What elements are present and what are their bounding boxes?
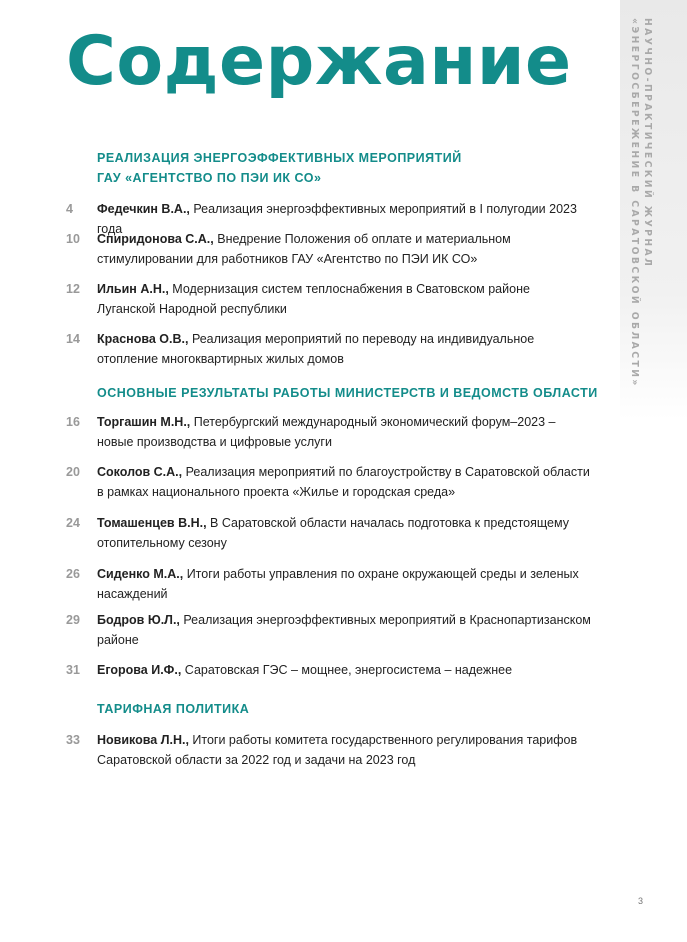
page-title: Содержание — [66, 22, 572, 101]
toc-author: Ильин А.Н., — [97, 282, 169, 296]
toc-entry[interactable] — [66, 229, 591, 269]
toc-article-title: Реализация энергоэффективных мероприятий в Краснопартизанском районе — [97, 613, 591, 647]
toc-entry-text — [97, 610, 591, 650]
toc-entry[interactable] — [66, 462, 591, 502]
toc-article-title: Внедрение Положения об оплате и материальном стимулировании для работников ГАУ «Агентство по ПЭИ ИК СО» — [97, 232, 511, 266]
toc-entry[interactable] — [66, 564, 591, 604]
toc-page-number: 24 — [66, 516, 80, 530]
toc-entry[interactable] — [66, 329, 591, 369]
toc-page-number: 31 — [66, 663, 80, 677]
toc-article-title: В Саратовской области началась подготовка к предстоящему отопительному сезону — [97, 516, 569, 550]
toc-article-title: Реализация мероприятий по благоустройству в Саратовской области в рамках национального проекта «Жилье и городская среда» — [97, 465, 590, 499]
toc-page-number: 33 — [66, 733, 80, 747]
section-heading-1-line-1: РЕАЛИЗАЦИЯ ЭНЕРГОЭФФЕКТИВНЫХ МЕРОПРИЯТИЙ — [97, 151, 462, 165]
toc-article-title: Реализация энергоэффективных мероприятий в I полугодии 2023 года — [97, 202, 577, 236]
toc-entry-text — [97, 279, 591, 319]
section-heading-3-line-1: ТАРИФНАЯ ПОЛИТИКА — [97, 702, 250, 716]
toc-page-number: 16 — [66, 415, 80, 429]
toc-page-number: 4 — [66, 202, 73, 216]
toc-entry-text — [97, 730, 591, 770]
journal-side-line-2: «ЭНЕРГОСБЕРЕЖЕНИЕ В САРАТОВСКОЙ ОБЛАСТИ» — [629, 18, 640, 388]
toc-entry[interactable] — [66, 513, 591, 553]
toc-page-number: 29 — [66, 613, 80, 627]
toc-entry-text — [97, 229, 591, 269]
side-band — [620, 0, 687, 420]
toc-entry-text — [97, 462, 591, 502]
toc-entry[interactable] — [66, 610, 591, 650]
section-heading-3 — [97, 699, 249, 719]
toc-page-number: 26 — [66, 567, 80, 581]
toc-author: Егорова И.Ф., — [97, 663, 182, 677]
section-heading-2 — [97, 383, 598, 403]
section-heading-1-line-2: ГАУ «АГЕНТСТВО ПО ПЭИ ИК СО» — [97, 171, 322, 185]
toc-page-number: 12 — [66, 282, 80, 296]
section-heading-1 — [97, 148, 462, 188]
toc-article-title: Реализация мероприятий по переводу на индивидуальное отопление многоквартирных жилых домов — [97, 332, 535, 366]
toc-entry[interactable] — [66, 412, 591, 452]
section-heading-2-line-1: ОСНОВНЫЕ РЕЗУЛЬТАТЫ РАБОТЫ МИНИСТЕРСТВ И ВЕДОМСТВ ОБЛАСТИ — [97, 386, 598, 400]
toc-entry[interactable] — [66, 279, 591, 319]
toc-entry[interactable] — [66, 660, 591, 680]
toc-page-number: 14 — [66, 332, 80, 346]
toc-article-title: Саратовская ГЭС – мощнее, энергосистема – надежнее — [181, 663, 513, 677]
toc-author: Краснова О.В., — [97, 332, 189, 346]
toc-entry-text — [97, 412, 591, 452]
toc-author: Новикова Л.Н., — [97, 733, 189, 747]
toc-page-number: 20 — [66, 465, 80, 479]
toc-author: Соколов С.А., — [97, 465, 183, 479]
toc-article-title: Модернизация систем теплоснабжения в Сватовском районе Луганской Народной республики — [97, 282, 530, 316]
toc-entry[interactable] — [66, 730, 591, 770]
journal-side-caption — [628, 18, 654, 388]
toc-article-title: Итоги работы комитета государственного регулирования тарифов Саратовской области за 2022 год и задачи на 2023 год — [97, 733, 578, 767]
toc-author: Томашенцев В.Н., — [97, 516, 207, 530]
toc-author: Торгашин М.Н., — [97, 415, 191, 429]
toc-page-number: 10 — [66, 232, 80, 246]
toc-author: Бодров Ю.Л., — [97, 613, 180, 627]
toc-article-title: Петербургский международный экономический форум–2023 – новые производства и цифровые услуги — [97, 415, 556, 449]
toc-author: Федечкин В.А., — [97, 202, 190, 216]
toc-author: Сиденко М.А., — [97, 567, 184, 581]
toc-entry-text — [97, 513, 591, 553]
toc-entry-text — [97, 660, 591, 680]
toc-entry-text — [97, 564, 591, 604]
toc-entry-text — [97, 329, 591, 369]
toc-article-title: Итоги работы управления по охране окружающей среды и зеленых насаждений — [97, 567, 579, 601]
toc-author: Спиридонова С.А., — [97, 232, 214, 246]
footer-page-number: 3 — [638, 896, 644, 906]
journal-side-line-1: НАУЧНО-ПРАКТИЧЕСКИЙ ЖУРНАЛ — [642, 18, 653, 269]
